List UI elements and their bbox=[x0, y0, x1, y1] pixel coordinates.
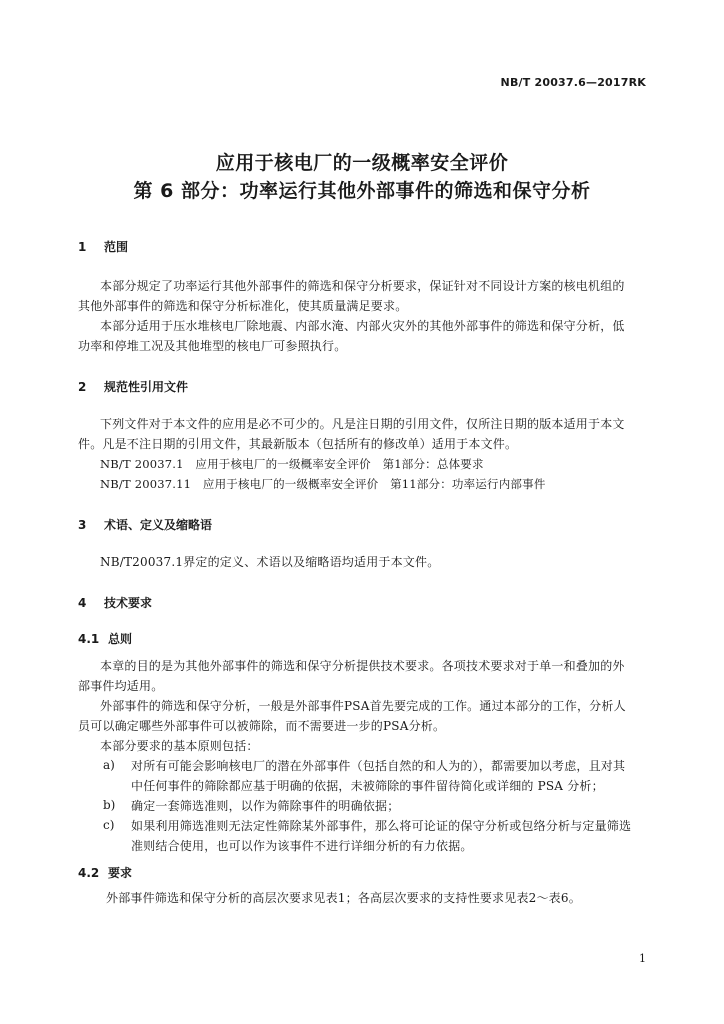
title-line-2: 第 6 部分：功率运行其他外部事件的筛选和保守分析 bbox=[133, 180, 591, 202]
section-number: 2 bbox=[78, 380, 87, 394]
paragraph-line: 外部事件的筛选和保守分析，一般是外部事件PSA首先要完成的工作。通过本部分的工作，分析人 bbox=[100, 699, 626, 713]
paragraph-line: 本章的目的是为其他外部事件的筛选和保守分析提供技术要求。各项技术要求对于单一和叠加的外 bbox=[100, 659, 625, 673]
subsection-title: 要求 bbox=[108, 866, 133, 880]
title-line-1: 应用于核电厂的一级概率安全评价 bbox=[215, 152, 509, 174]
section-3-heading bbox=[78, 516, 212, 533]
section-title: 规范性引用文件 bbox=[104, 380, 189, 394]
subsection-number: 4.1 bbox=[78, 632, 100, 646]
list-item-line: 确定一套筛选准则，以作为筛除事件的明确依据； bbox=[131, 799, 400, 813]
subsection-4-1-heading bbox=[78, 630, 132, 647]
paragraph-line: 外部事件筛选和保守分析的高层次要求见表1；各高层次要求的支持性要求见表2～表6。 bbox=[106, 891, 581, 905]
paragraph-line: 本部分规定了功率运行其他外部事件的筛选和保守分析要求，保证针对不同设计方案的核电机组的 bbox=[100, 279, 625, 293]
section-title: 技术要求 bbox=[104, 596, 153, 610]
document-code: NB/T 20037.6—2017RK bbox=[500, 76, 646, 89]
list-marker: a) bbox=[103, 758, 115, 772]
subsection-title: 总则 bbox=[108, 632, 133, 646]
paragraph-line: 部事件均适用。 bbox=[78, 679, 164, 693]
page-number: 1 bbox=[639, 952, 646, 965]
paragraph-line: 件。凡是不注日期的引用文件，其最新版本（包括所有的修改单）适用于本文件。 bbox=[78, 437, 518, 451]
list-item-line: 中任何事件的筛除都应基于明确的依据，未被筛除的事件留待简化或详细的 PSA 分析； bbox=[131, 779, 604, 793]
list-marker: b) bbox=[103, 798, 116, 812]
paragraph-line: 其他外部事件的筛选和保守分析标准化，使其质量满足要求。 bbox=[78, 299, 408, 313]
list-item-line: 如果利用筛选准则无法定性筛除某外部事件，那么将可论证的保守分析或包络分析与定量筛选 bbox=[131, 819, 632, 833]
list-item-line: 准则结合使用，也可以作为该事件不进行详细分析的有力依据。 bbox=[131, 839, 473, 853]
section-number: 3 bbox=[78, 518, 87, 532]
paragraph-line: 员可以确定哪些外部事件可以被筛除，而不需要进一步的PSA分析。 bbox=[78, 719, 446, 733]
section-1-heading bbox=[78, 238, 128, 255]
paragraph-line: 功率和停堆工况及其他堆型的核电厂可参照执行。 bbox=[78, 339, 347, 353]
section-4-heading bbox=[78, 594, 152, 611]
section-number: 1 bbox=[78, 240, 87, 254]
section-title: 范围 bbox=[104, 240, 129, 254]
subsection-number: 4.2 bbox=[78, 866, 100, 880]
section-2-heading bbox=[78, 378, 188, 395]
paragraph-line: 本部分适用于压水堆核电厂除地震、内部水淹、内部火灾外的其他外部事件的筛选和保守分析，低 bbox=[100, 319, 625, 333]
list-item-line: 对所有可能会影响核电厂的潜在外部事件（包括自然的和人为的），都需要加以考虑，且对其 bbox=[131, 759, 626, 773]
subsection-4-2-heading bbox=[78, 864, 132, 881]
section-number: 4 bbox=[78, 596, 87, 610]
paragraph-line: 下列文件对于本文件的应用是必不可少的。凡是注日期的引用文件，仅所注日期的版本适用于本文 bbox=[100, 417, 625, 431]
paragraph-line: 本部分要求的基本原则包括： bbox=[100, 739, 259, 753]
normative-reference: NB/T 20037.11 应用于核电厂的一级概率安全评价 第11部分：功率运行内部事件 bbox=[100, 477, 546, 491]
section-title: 术语、定义及缩略语 bbox=[104, 518, 213, 532]
list-marker: c) bbox=[103, 818, 115, 832]
paragraph-line: NB/T20037.1界定的定义、术语以及缩略语均适用于本文件。 bbox=[100, 555, 440, 569]
normative-reference: NB/T 20037.1 应用于核电厂的一级概率安全评价 第1部分：总体要求 bbox=[100, 457, 484, 471]
